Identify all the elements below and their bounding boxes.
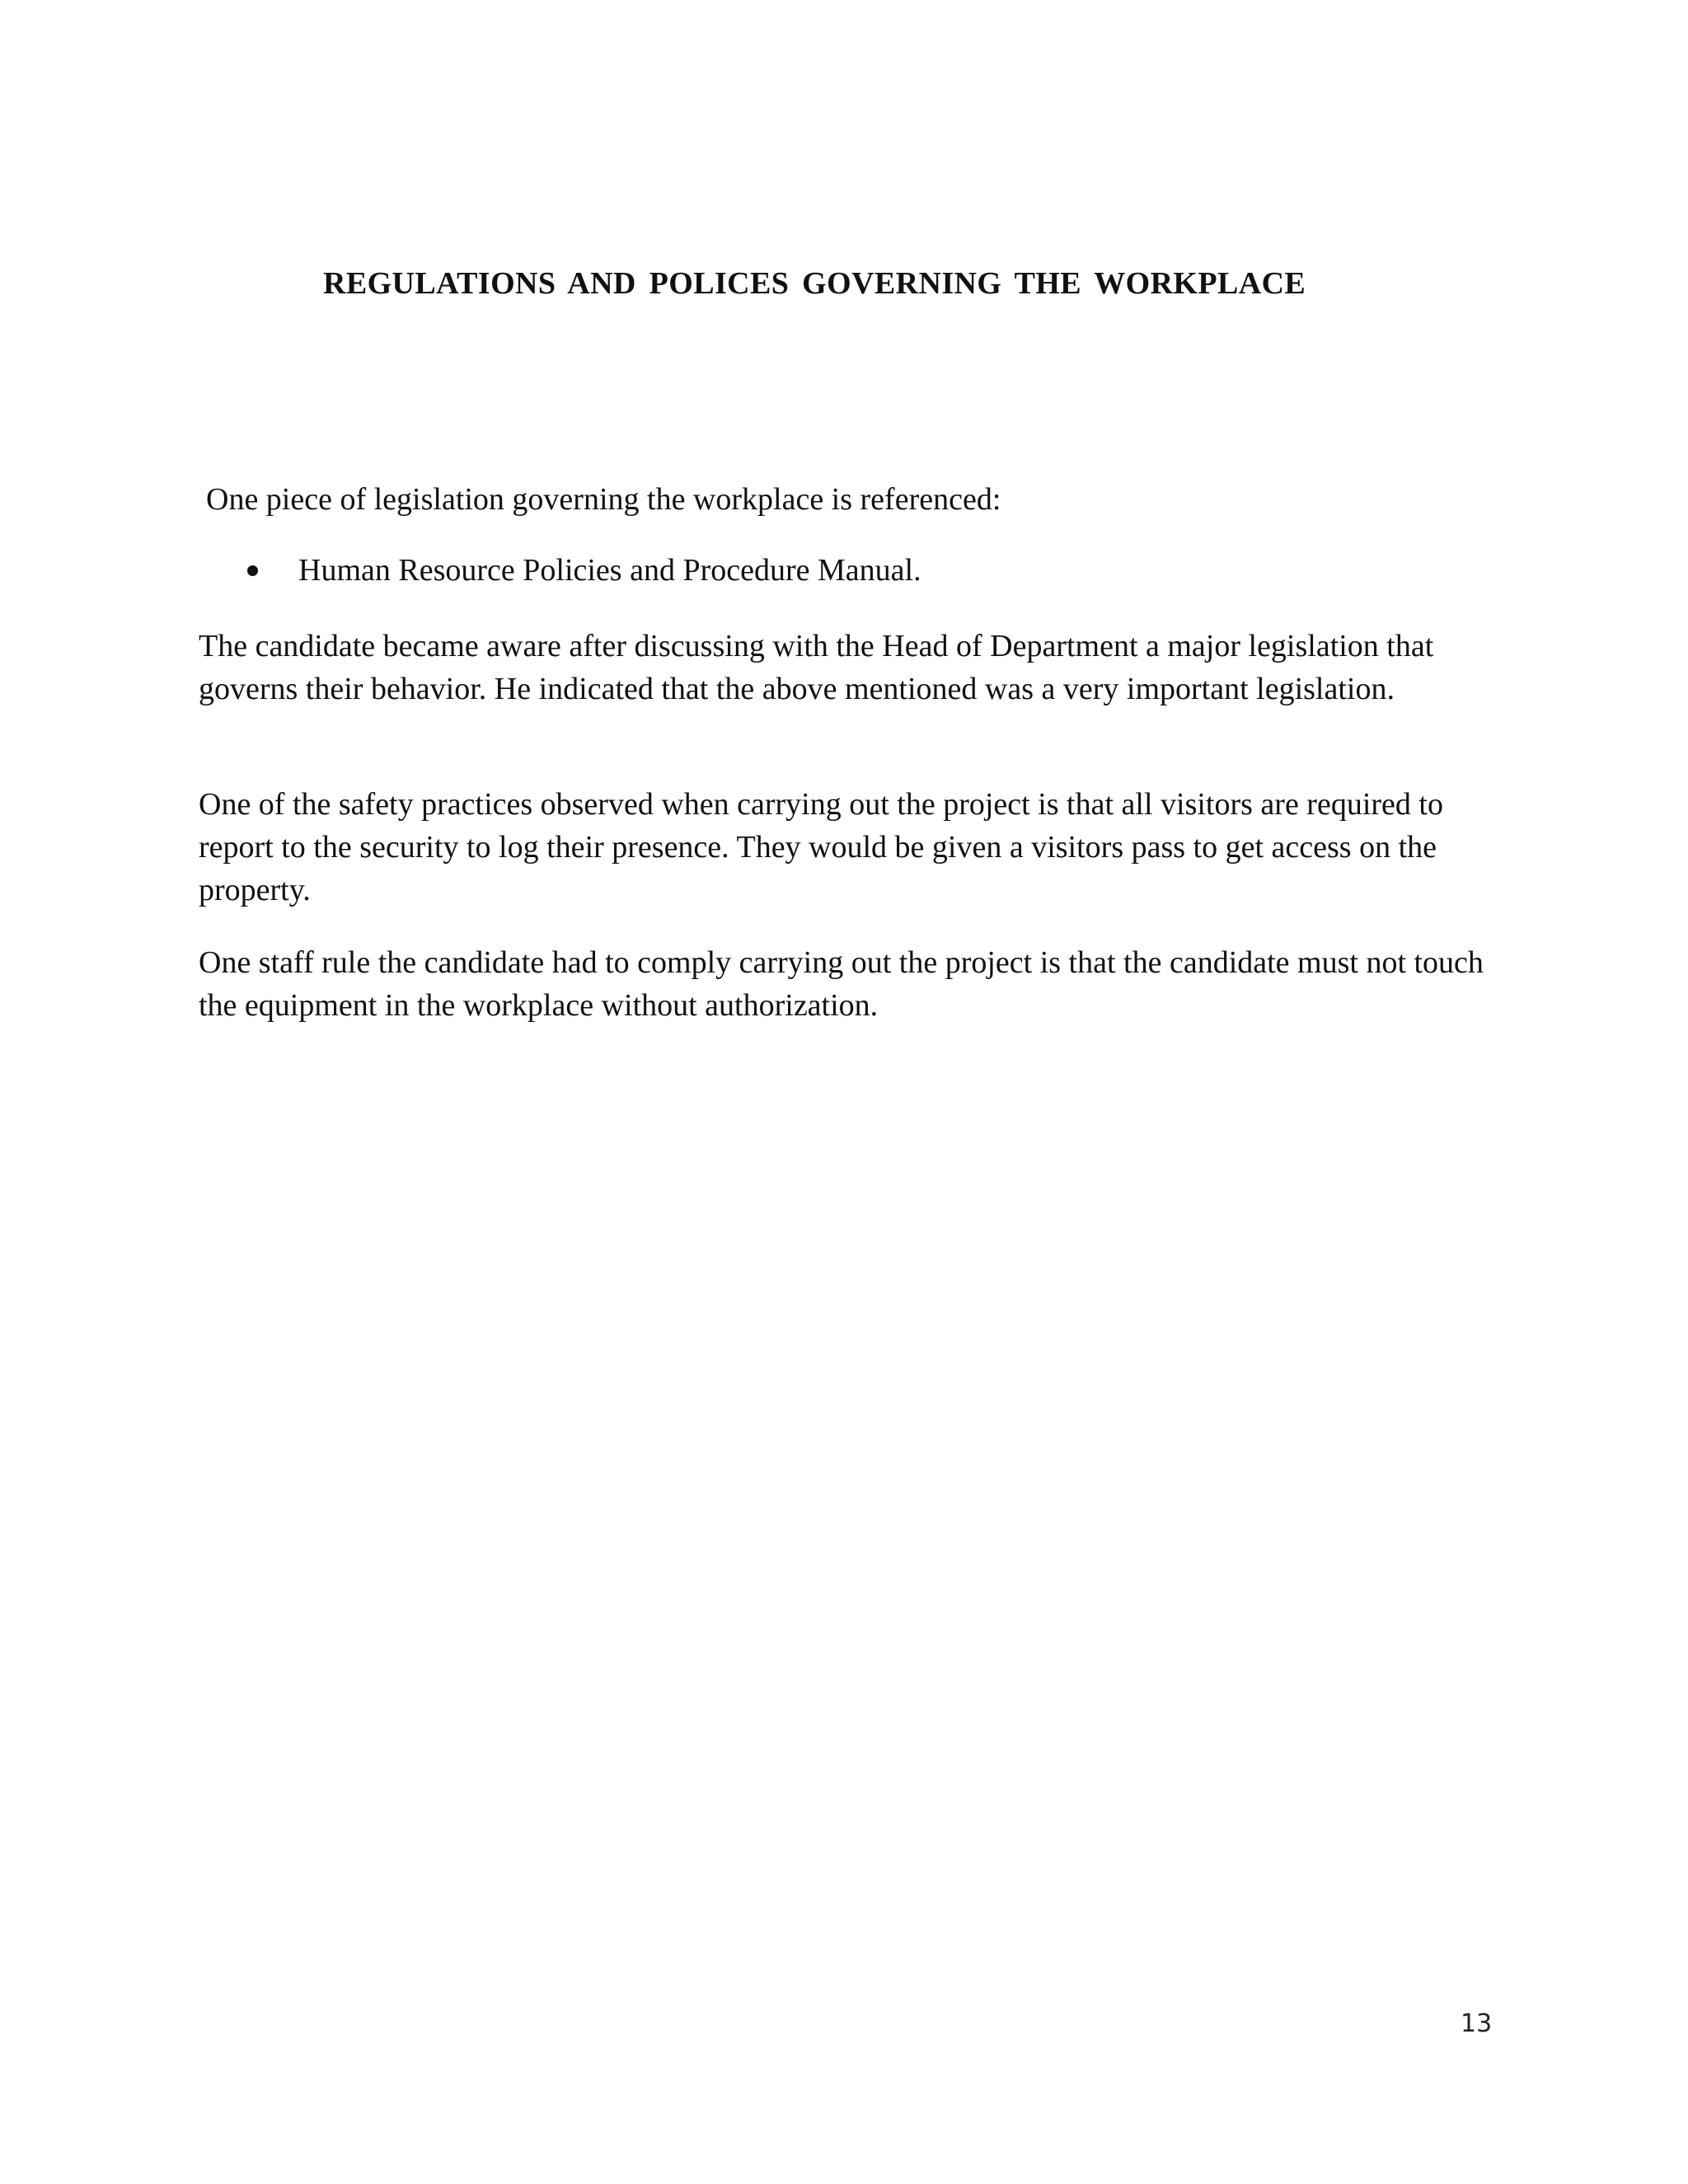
page-number: 13 — [1461, 2009, 1493, 2038]
list-item — [247, 549, 921, 592]
body-paragraph-safety: One of the safety practices observed when carrying out the project is that all visitors are required to report to the security to log their presence. They would be given a visitors pass to get access on the property. — [199, 787, 1443, 907]
page-heading: REGULATIONS AND POLICES GOVERNING THE WORKPLACE — [323, 266, 1306, 301]
bullet-icon — [247, 565, 258, 576]
bullet-list — [247, 549, 921, 592]
intro-paragraph: One piece of legislation governing the workplace is referenced: — [206, 482, 1001, 517]
body-paragraph-legislation: The candidate became aware after discussing with the Head of Department a major legislation that governs their behavior. He indicated that the above mentioned was a very important legislation. — [199, 629, 1434, 706]
body-paragraph-staff-rule: One staff rule the candidate had to comply carrying out the project is that the candidate must not touch the equipment in the workplace without authorization. — [199, 945, 1484, 1023]
list-item-text: Human Resource Policies and Procedure Manual. — [298, 553, 921, 588]
